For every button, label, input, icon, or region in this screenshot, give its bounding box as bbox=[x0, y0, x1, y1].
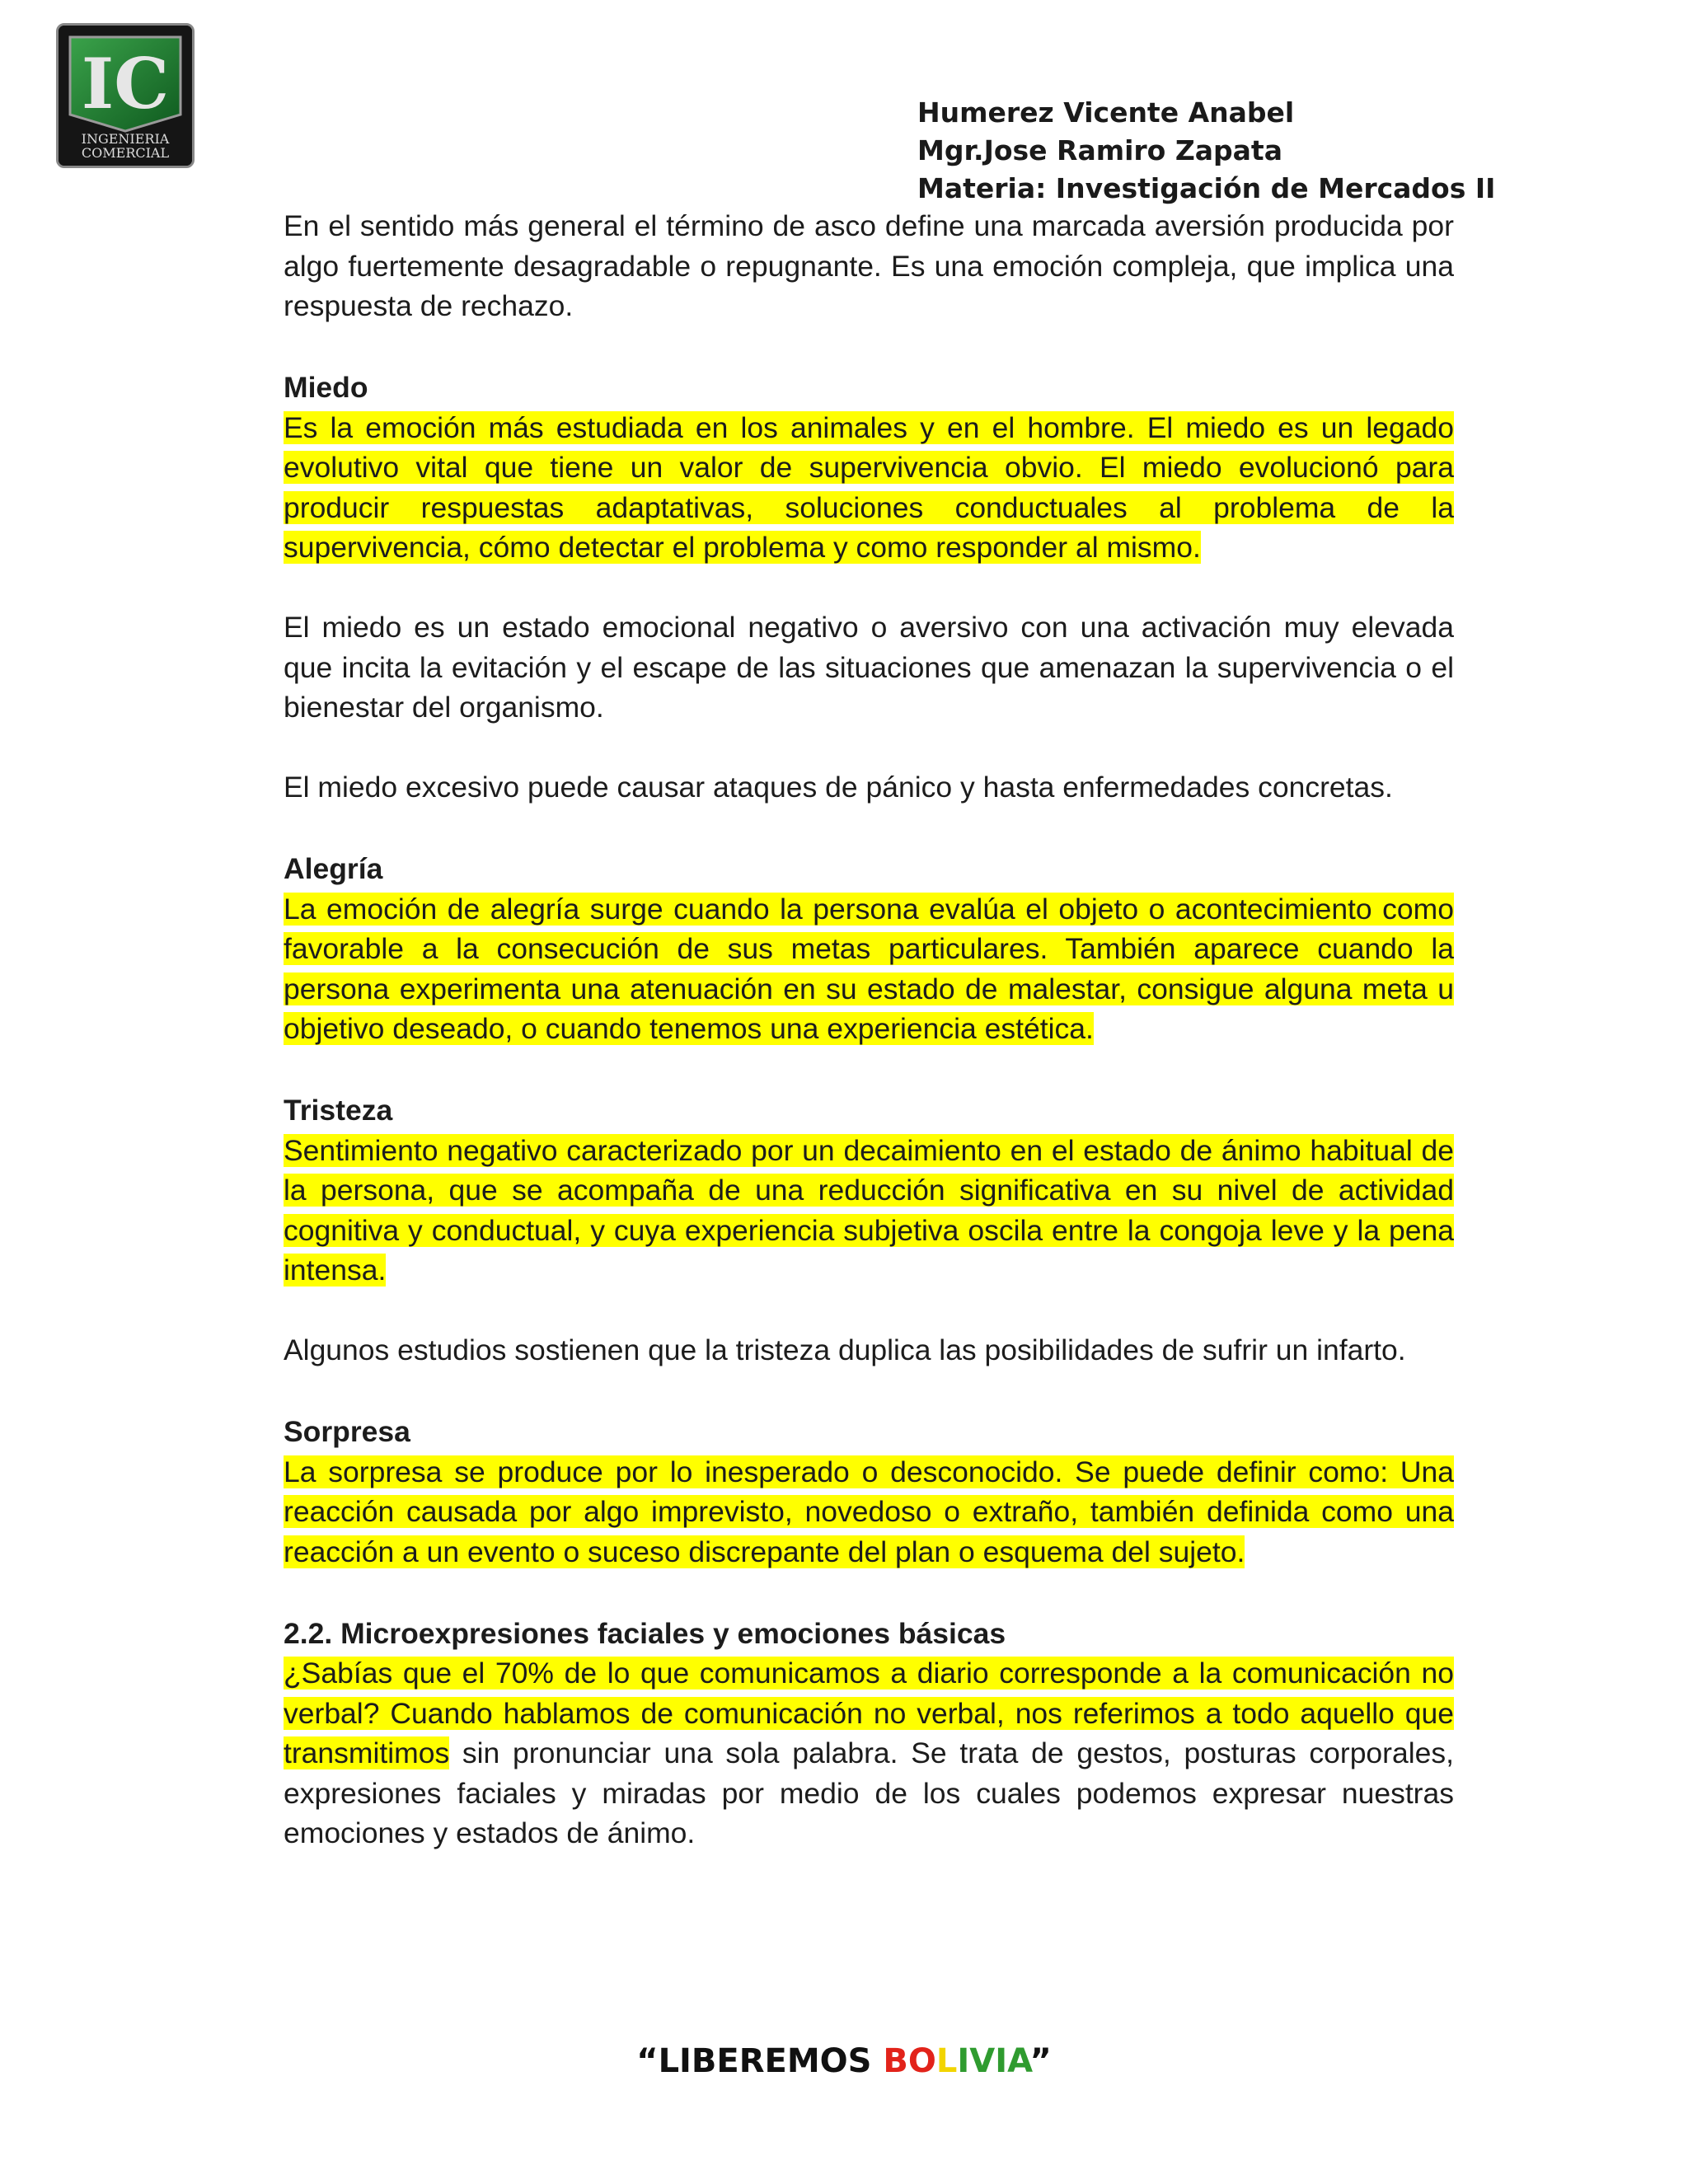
miedo-paragraph-2: El miedo es un estado emocional negativo o aversivo con una activación muy elevada que incita la evitación y el escape de las situaciones que amenazan la supervivencia o el bienestar del organismo. bbox=[284, 611, 1454, 724]
heading-microexpresiones: 2.2. Microexpresiones faciales y emociones básicas bbox=[284, 1616, 1006, 1650]
heading-tristeza: Tristeza bbox=[284, 1094, 393, 1127]
intro-paragraph: En el sentido más general el término de asco define una marcada aversión producida por algo fuertemente desagradable o repugnante. Es una emoción compleja, que implica una respuesta de rechazo. bbox=[284, 209, 1454, 322]
sorpresa-paragraph bbox=[284, 1452, 1454, 1572]
miedo-paragraph-1 bbox=[284, 408, 1454, 568]
highlighted-text: Sentimiento negativo caracterizado por un decaimiento en el estado de ánimo habitual de la persona, que se acompaña de una reducción significativa en su nivel de actividad cognitiva y conductual, y cuya experiencia subjetiva oscila entre la congoja leve y la pena intensa. bbox=[284, 1133, 1454, 1286]
tristeza-paragraph-1 bbox=[284, 1131, 1454, 1291]
document-body bbox=[284, 206, 1454, 1854]
logo-monogram: IC bbox=[81, 43, 170, 124]
heading-alegria: Alegría bbox=[284, 852, 383, 885]
heading-sorpresa: Sorpresa bbox=[284, 1415, 410, 1448]
teacher-name: Mgr.Jose Ramiro Zapata bbox=[917, 134, 1282, 166]
footer-text-green: IVIA bbox=[957, 2042, 1030, 2080]
logo-text-line2: COMERCIAL bbox=[81, 145, 170, 161]
author-name: Humerez Vicente Anabel bbox=[917, 96, 1295, 129]
heading-miedo: Miedo bbox=[284, 371, 368, 404]
subject-name: Materia: Investigación de Mercados II bbox=[917, 172, 1496, 204]
highlighted-text: La sorpresa se produce por lo inesperado o desconocido. Se puede definir como: Una reacción causada por algo imprevisto, novedoso o extraño, también definida como una reacción a un evento o suceso discrepante del plan o esquema del sujeto. bbox=[284, 1455, 1454, 1568]
highlighted-text: ¿Sabías que el 70% de lo que comunicamos a diario corresponde a la comunicación no verbal? Cuando hablamos de comunicación no verbal, nos referimos a todo aquello que transmitimos bbox=[284, 1657, 1454, 1769]
footer-open-quote: “ bbox=[636, 2042, 659, 2080]
tristeza-paragraph-2: Algunos estudios sostienen que la tristeza duplica las posibilidades de sufrir un infarto. bbox=[284, 1333, 1406, 1366]
logo-text-line1: INGENIERIA bbox=[81, 131, 170, 147]
footer-slogan bbox=[0, 2042, 1688, 2080]
miedo-paragraph-3: El miedo excesivo puede causar ataques de pánico y hasta enfermedades concretas. bbox=[284, 771, 1393, 804]
alegria-paragraph bbox=[284, 889, 1454, 1049]
footer-text-yellow: L bbox=[935, 2042, 958, 2080]
header-meta bbox=[917, 94, 1495, 208]
highlighted-text: La emoción de alegría surge cuando la persona evalúa el objeto o acontecimiento como favorable a la consecución de sus metas particulares. También aparece cuando la persona experimenta una atenuación en su estado de malestar, consigue alguna meta u objetivo deseado, o cuando tenemos una experiencia estética. bbox=[284, 892, 1454, 1045]
highlighted-text: Es la emoción más estudiada en los animales y en el hombre. El miedo es un legado evolutivo vital que tiene un valor de supervivencia obvio. El miedo evolucionó para producir respuestas adaptativas, soluciones conductuales al problema de la supervivencia, cómo detectar el problema y como responder al mismo. bbox=[284, 410, 1454, 564]
footer-close-quote: ” bbox=[1029, 2042, 1052, 2080]
plain-text: sin pronunciar una sola palabra. Se trata de gestos, posturas corporales, expresiones faciales y miradas por medio de los cuales podemos expresar nuestras emociones y estados de ánimo. bbox=[284, 1736, 1454, 1849]
footer-text-red: BO bbox=[883, 2042, 936, 2080]
footer-text: LIBEREMOS bbox=[658, 2042, 884, 2080]
microexpresiones-paragraph bbox=[284, 1653, 1454, 1854]
institution-logo bbox=[56, 23, 195, 168]
